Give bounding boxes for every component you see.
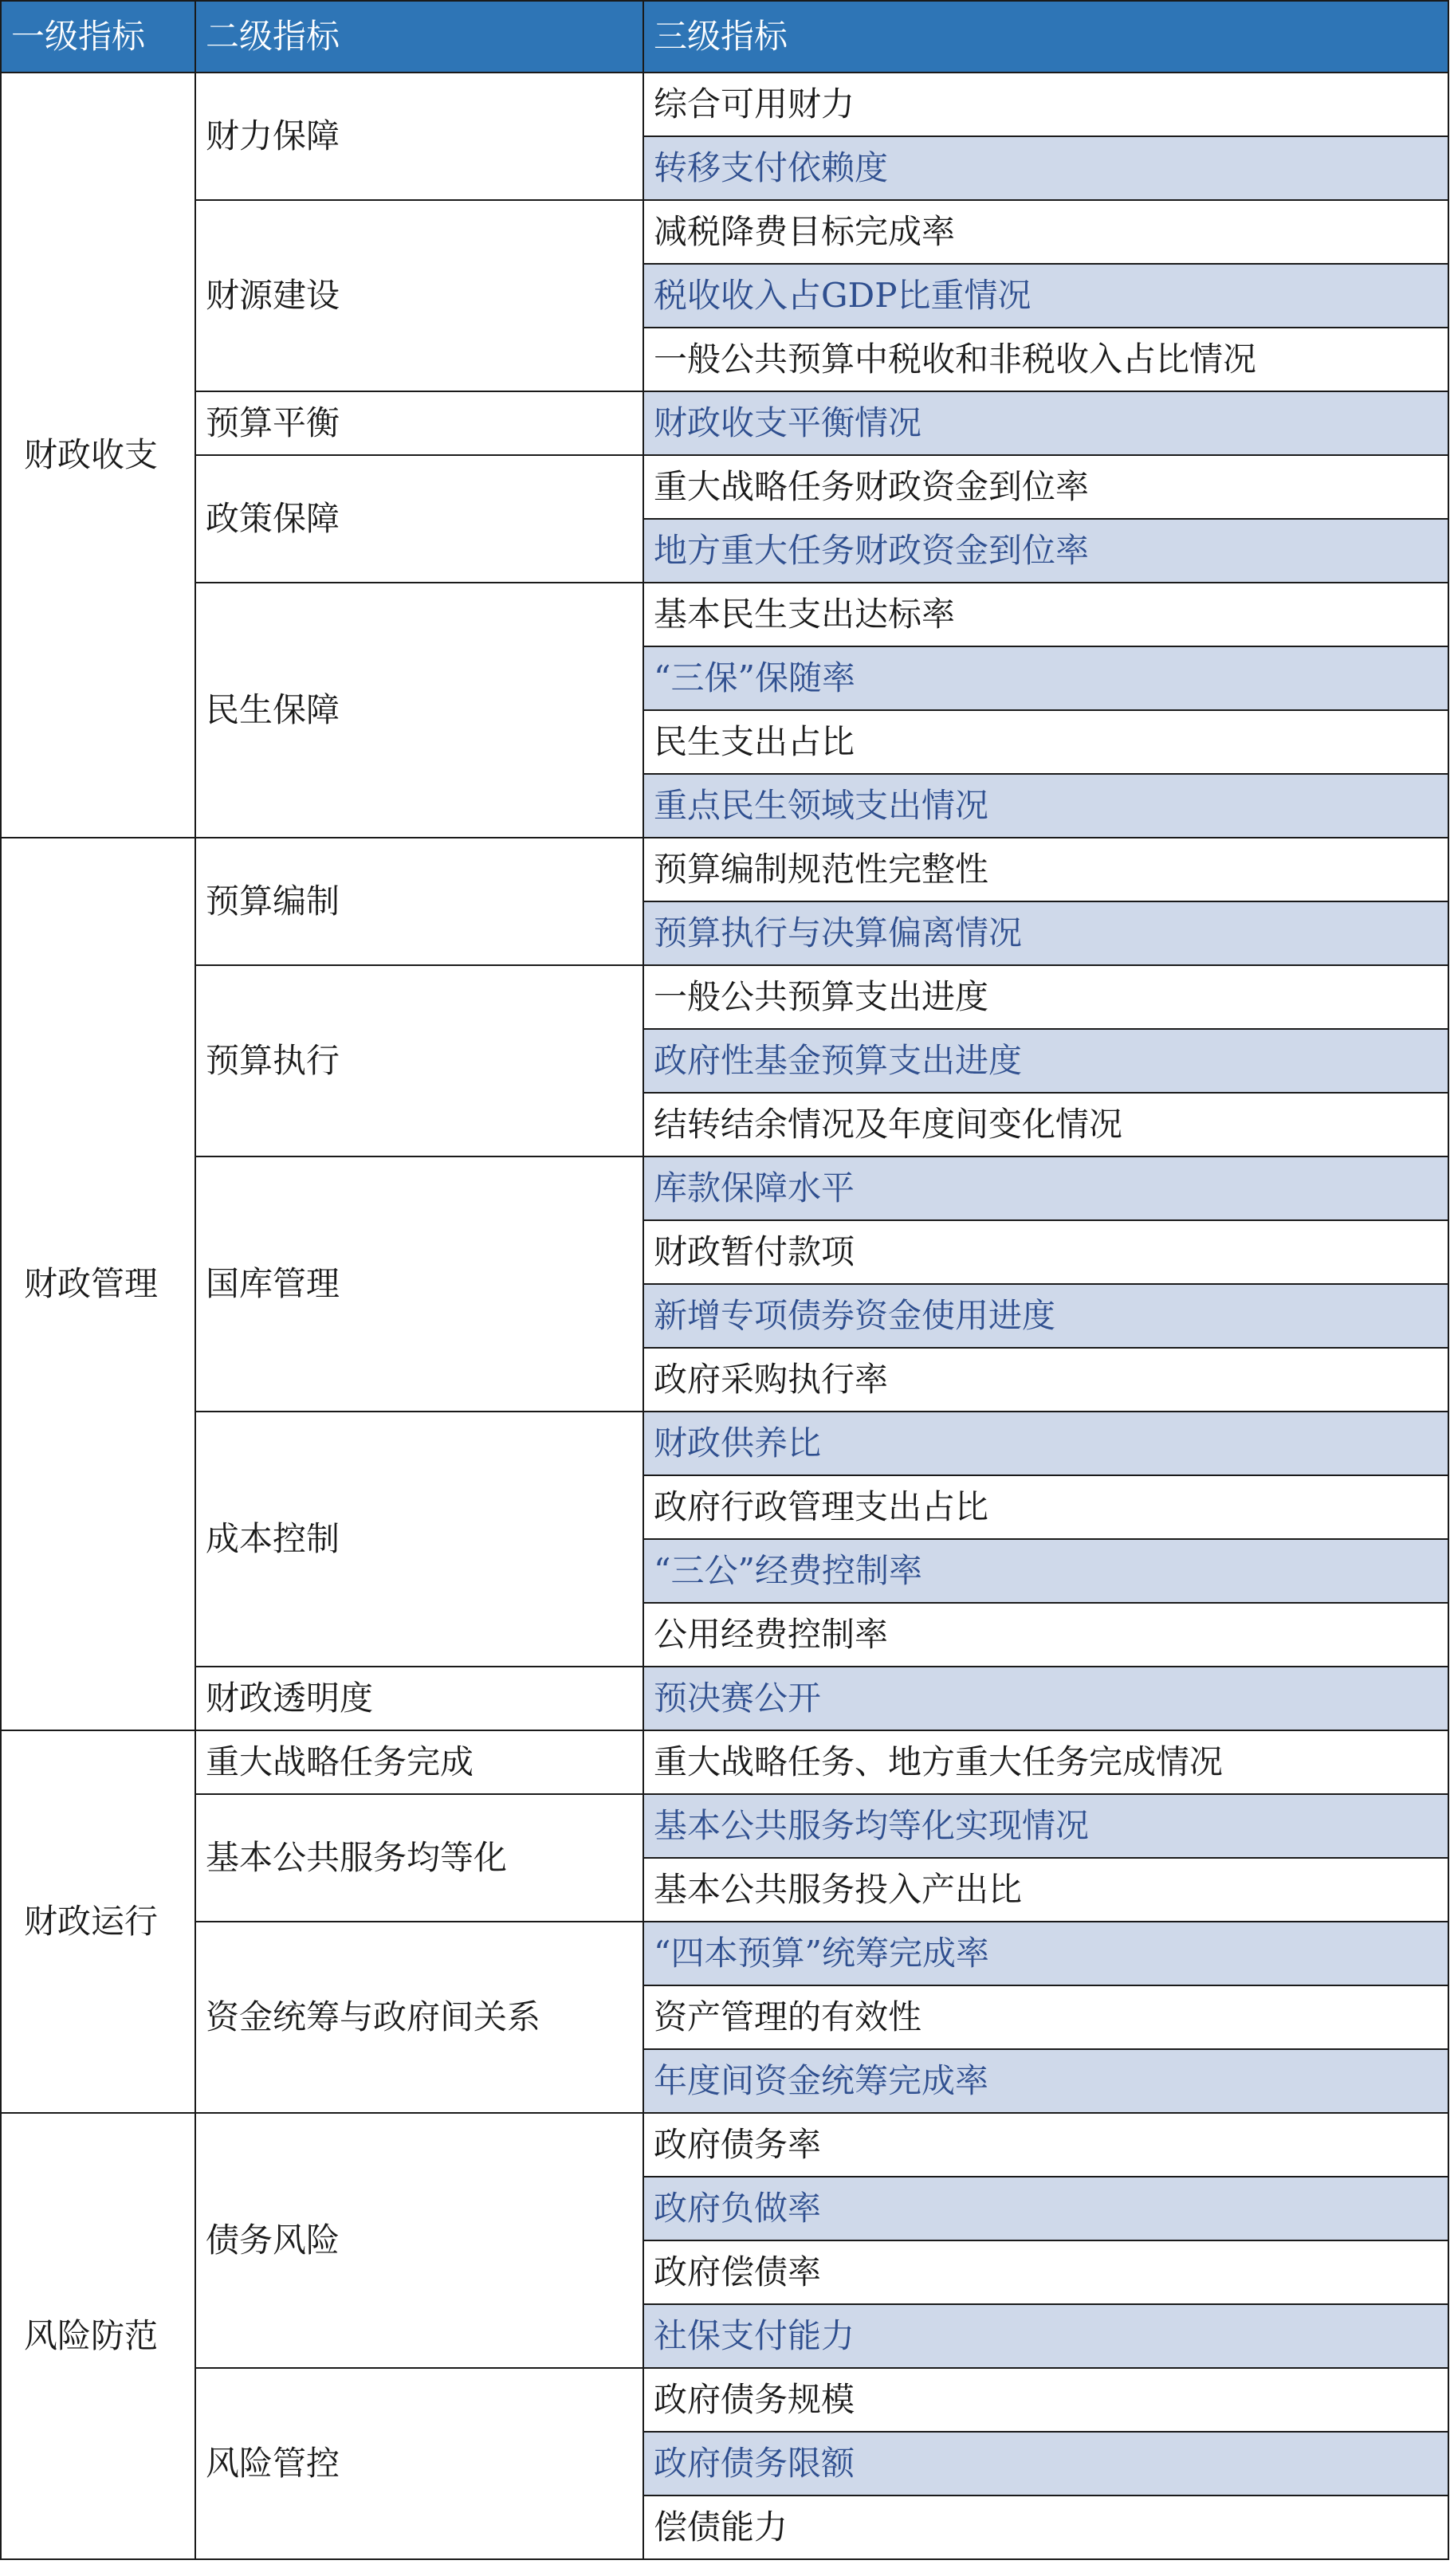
level3-cell: “三公”经费控制率 [643, 1539, 1448, 1603]
level2-cell: 风险管控 [195, 2368, 643, 2559]
level3-cell: 政府负做率 [643, 2177, 1448, 2240]
level2-cell: 成本控制 [195, 1412, 643, 1667]
table-row [1, 2368, 1448, 2432]
level2-cell: 重大战略任务完成 [195, 1730, 643, 1794]
level1-cell: 财政管理 [1, 838, 195, 1730]
level2-cell: 财源建设 [195, 200, 643, 391]
level2-cell: 财力保障 [195, 73, 643, 200]
level3-cell: 基本公共服务均等化实现情况 [643, 1794, 1448, 1858]
level3-cell: 减税降费目标完成率 [643, 200, 1448, 264]
level3-cell: 预决赛公开 [643, 1667, 1448, 1730]
level3-cell: 转移支付依赖度 [643, 136, 1448, 200]
level3-cell: 一般公共预算支出进度 [643, 965, 1448, 1029]
level3-cell: 财政暂付款项 [643, 1220, 1448, 1284]
level3-cell: 政府债务限额 [643, 2432, 1448, 2496]
level3-cell: 基本公共服务投入产出比 [643, 1858, 1448, 1922]
level2-cell: 预算平衡 [195, 391, 643, 455]
level2-cell: 民生保障 [195, 583, 643, 838]
table-row [1, 1667, 1448, 1730]
level1-cell: 财政运行 [1, 1730, 195, 2113]
level2-cell: 债务风险 [195, 2113, 643, 2368]
level3-cell: 一般公共预算中税收和非税收入占比情况 [643, 328, 1448, 391]
level3-cell: “三保”保随率 [643, 646, 1448, 710]
level3-cell: 民生支出占比 [643, 710, 1448, 774]
table-row [1, 1922, 1448, 1985]
level3-cell: 财政供养比 [643, 1412, 1448, 1475]
level3-cell: 年度间资金统筹完成率 [643, 2049, 1448, 2113]
level3-cell: 政府采购执行率 [643, 1348, 1448, 1412]
table-row [1, 583, 1448, 646]
table-row [1, 1156, 1448, 1220]
header-level2: 二级指标 [195, 1, 643, 73]
level3-cell: 综合可用财力 [643, 73, 1448, 136]
level3-cell: 新增专项债券资金使用进度 [643, 1284, 1448, 1348]
level1-cell: 风险防范 [1, 2113, 195, 2559]
level3-cell: 财政收支平衡情况 [643, 391, 1448, 455]
level3-cell: 政府债务率 [643, 2113, 1448, 2177]
level3-cell: 社保支付能力 [643, 2304, 1448, 2368]
table-row [1, 1730, 1448, 1794]
level2-cell: 财政透明度 [195, 1667, 643, 1730]
level3-cell: 预算编制规范性完整性 [643, 838, 1448, 901]
level3-cell: 政府债务规模 [643, 2368, 1448, 2432]
table-header [1, 1, 1448, 73]
table-row [1, 838, 1448, 901]
level3-cell: 重大战略任务、地方重大任务完成情况 [643, 1730, 1448, 1794]
header-level3: 三级指标 [643, 1, 1448, 73]
level2-cell: 资金统筹与政府间关系 [195, 1922, 643, 2113]
level3-cell: 预算执行与决算偏离情况 [643, 901, 1448, 965]
level3-cell: 库款保障水平 [643, 1156, 1448, 1220]
level3-cell: 偿债能力 [643, 2496, 1448, 2559]
level2-cell: 基本公共服务均等化 [195, 1794, 643, 1922]
level3-cell: 重大战略任务财政资金到位率 [643, 455, 1448, 519]
table-row [1, 200, 1448, 264]
table-row [1, 455, 1448, 519]
level2-cell: 预算执行 [195, 965, 643, 1156]
table-row [1, 391, 1448, 455]
level2-cell: 预算编制 [195, 838, 643, 965]
level3-cell: 政府偿债率 [643, 2240, 1448, 2304]
table-row [1, 1794, 1448, 1858]
header-row [1, 1, 1448, 73]
level3-cell: 基本民生支出达标率 [643, 583, 1448, 646]
level3-cell: “四本预算”统筹完成率 [643, 1922, 1448, 1985]
level3-cell: 税收收入占GDP比重情况 [643, 264, 1448, 328]
table-row [1, 73, 1448, 136]
table-body [1, 73, 1448, 2559]
level3-cell: 结转结余情况及年度间变化情况 [643, 1093, 1448, 1156]
level2-cell: 政策保障 [195, 455, 643, 583]
level1-cell: 财政收支 [1, 73, 195, 838]
level3-cell: 重点民生领域支出情况 [643, 774, 1448, 838]
level3-cell: 地方重大任务财政资金到位率 [643, 519, 1448, 583]
table-row [1, 2113, 1448, 2177]
level3-cell: 政府行政管理支出占比 [643, 1475, 1448, 1539]
header-level1: 一级指标 [1, 1, 195, 73]
table-row [1, 965, 1448, 1029]
level3-cell: 公用经费控制率 [643, 1603, 1448, 1667]
table-row [1, 1412, 1448, 1475]
level3-cell: 资产管理的有效性 [643, 1985, 1448, 2049]
level2-cell: 国库管理 [195, 1156, 643, 1412]
level3-cell: 政府性基金预算支出进度 [643, 1029, 1448, 1093]
